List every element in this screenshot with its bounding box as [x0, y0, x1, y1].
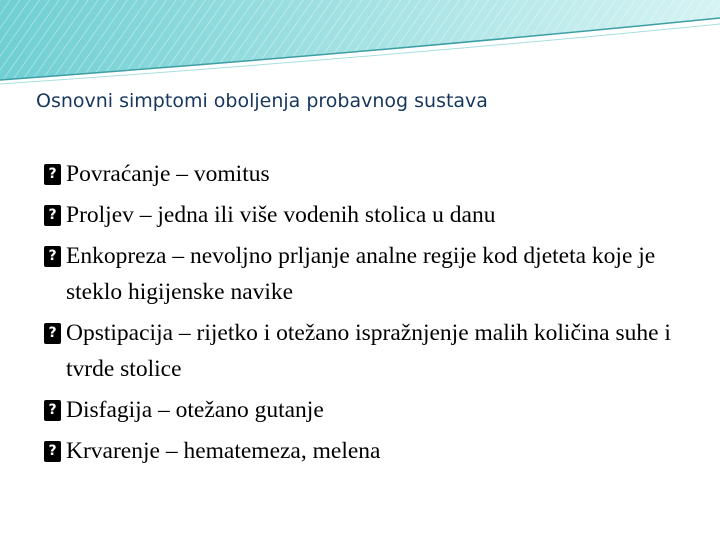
list-item — [44, 156, 684, 192]
list-item — [44, 433, 684, 469]
missing-glyph-box-icon — [44, 400, 61, 421]
list-item-text: Krvarenje – hematemeza, melena — [66, 438, 381, 464]
list-item — [44, 238, 684, 310]
list-item-text: Enkopreza – nevoljno prljanje analne regije kod djeteta koje je steklo higijenske navike — [66, 243, 656, 305]
list-item — [44, 197, 684, 233]
missing-glyph-box-icon — [44, 205, 61, 226]
list-item — [44, 392, 684, 428]
list-item-text: Proljev – jedna ili više vodenih stolica u danu — [66, 202, 496, 228]
list-item-text: Povraćanje – vomitus — [66, 161, 270, 187]
list-item-text: Disfagija – otežano gutanje — [66, 397, 324, 423]
missing-glyph-box-icon — [44, 164, 61, 185]
missing-glyph-box-icon — [44, 246, 61, 267]
slide-title: Osnovni simptomi oboljenja probavnog sustava — [36, 90, 488, 112]
symptom-list — [44, 156, 684, 474]
list-item — [44, 315, 684, 387]
missing-glyph-box-icon — [44, 323, 61, 344]
header-decoration — [0, 0, 720, 90]
missing-glyph-box-icon — [44, 441, 61, 462]
list-item-text: Opstipacija – rijetko i otežano ispražnjenje malih količina suhe i tvrde stolice — [66, 320, 671, 382]
